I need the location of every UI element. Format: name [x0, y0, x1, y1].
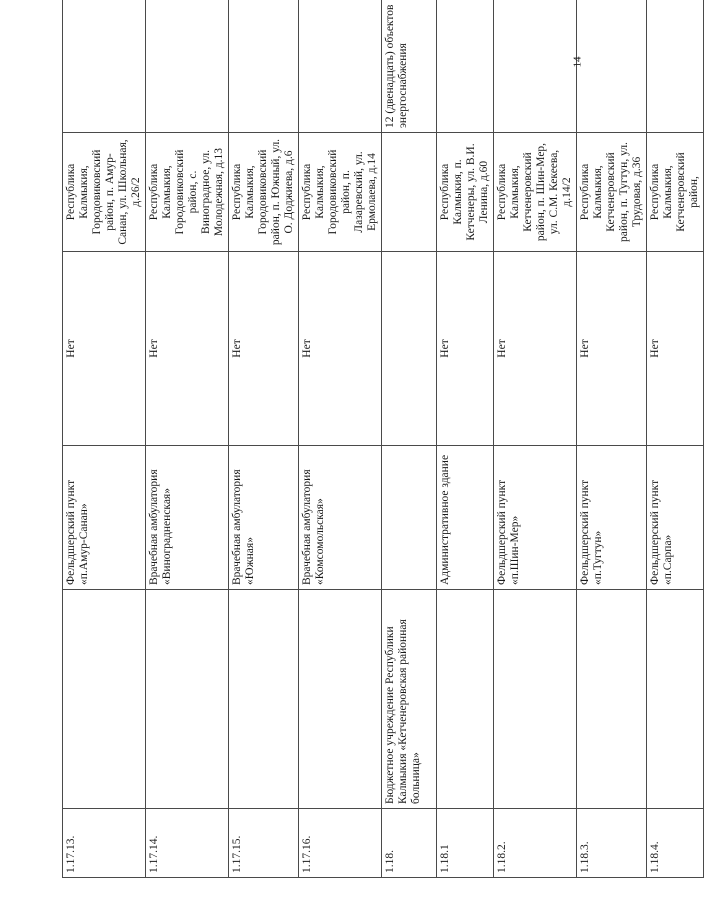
object-count — [577, 0, 647, 133]
facility-name: Врачебная амбулатория «Южная» — [229, 446, 299, 590]
row-number: 1.17.13. — [63, 809, 146, 878]
status-cell: Нет — [437, 252, 494, 446]
table-row — [382, 0, 437, 878]
status-cell: Нет — [494, 252, 577, 446]
table-row — [577, 0, 647, 878]
address-cell: Республика Калмыкия, Кетченеровский район, п. Шин-Мер, ул. С.М. Кекеева, д.14/2 — [494, 133, 577, 252]
row-number: 1.18.1 — [437, 809, 494, 878]
organization-name: Бюджетное учреждение Республики Калмыкия «Кетченеровская районная больница» — [382, 590, 437, 809]
address-cell: Республика Калмыкия, Городовиковский район, п. Лазаревский, ул. Ермолаева, д.14 — [299, 133, 382, 252]
object-count — [63, 0, 146, 133]
facility-name: Административное здание — [437, 446, 494, 590]
organization-name — [299, 590, 382, 809]
row-number: 1.17.16. — [299, 809, 382, 878]
facility-name: Фельдшерский пункт «п.Сарпа» — [647, 446, 704, 590]
facility-name: Фельдшерский пункт «п.Шин-Мер» — [494, 446, 577, 590]
row-number: 1.18.4. — [647, 809, 704, 878]
object-count — [299, 0, 382, 133]
table-row — [63, 0, 146, 878]
facility-name — [382, 446, 437, 590]
organization-name — [63, 590, 146, 809]
row-number: 1.18.2. — [494, 809, 577, 878]
row-number: 1.17.15. — [229, 809, 299, 878]
status-cell: Нет — [146, 252, 229, 446]
table-row — [494, 0, 577, 878]
object-count — [494, 0, 577, 133]
status-cell: Нет — [647, 252, 704, 446]
status-cell: Нет — [63, 252, 146, 446]
row-number: 1.18.3. — [577, 809, 647, 878]
address-cell: Республика Калмыкия, Городовиковский район, с. Виноградное, ул. Молодежная, д.13 — [146, 133, 229, 252]
facility-name: Фельдшерский пункт «п.Амур-Санан» — [63, 446, 146, 590]
object-count — [229, 0, 299, 133]
object-count — [437, 0, 494, 133]
table-row — [437, 0, 494, 878]
address-cell: Республика Калмыкия, Кетченеровский район, п. Тугтун, ул. Трудовая, д.36 — [577, 133, 647, 252]
facilities-table — [62, 0, 704, 878]
table-row — [229, 0, 299, 878]
status-cell — [382, 252, 437, 446]
facility-name: Фельдшерский пункт «п.Тугтун» — [577, 446, 647, 590]
object-count: 12 (двенадцать) объектов энергоснабжения — [382, 0, 437, 133]
organization-name — [437, 590, 494, 809]
address-cell: Республика Калмыкия, Кетченеровский район, — [647, 133, 704, 252]
facility-name: Врачебная амбулатория «Виноградненская» — [146, 446, 229, 590]
facility-name: Врачебная амбулатория «Комсомольская» — [299, 446, 382, 590]
status-cell: Нет — [229, 252, 299, 446]
table-row — [647, 0, 704, 878]
organization-name — [229, 590, 299, 809]
row-number: 1.17.14. — [146, 809, 229, 878]
address-cell: Республика Калмыкия, Городовиковский район, п. Амур-Санан, ул. Школьная, д.26/2 — [63, 133, 146, 252]
organization-name — [577, 590, 647, 809]
object-count — [647, 0, 704, 133]
address-cell: Республика Калмыкия, п. Кетченеры, ул. В.И. Ленина, д.60 — [437, 133, 494, 252]
page-number: 14 — [571, 56, 584, 68]
status-cell: Нет — [577, 252, 647, 446]
row-number: 1.18. — [382, 809, 437, 878]
organization-name — [647, 590, 704, 809]
object-count — [146, 0, 229, 133]
address-cell: Республика Калмыкия, Городовиковский район, п. Южный, ул. О. Доджиева, д.6 — [229, 133, 299, 252]
organization-name — [494, 590, 577, 809]
organization-name — [146, 590, 229, 809]
address-cell — [382, 133, 437, 252]
status-cell: Нет — [299, 252, 382, 446]
table-row — [299, 0, 382, 878]
table-row — [146, 0, 229, 878]
